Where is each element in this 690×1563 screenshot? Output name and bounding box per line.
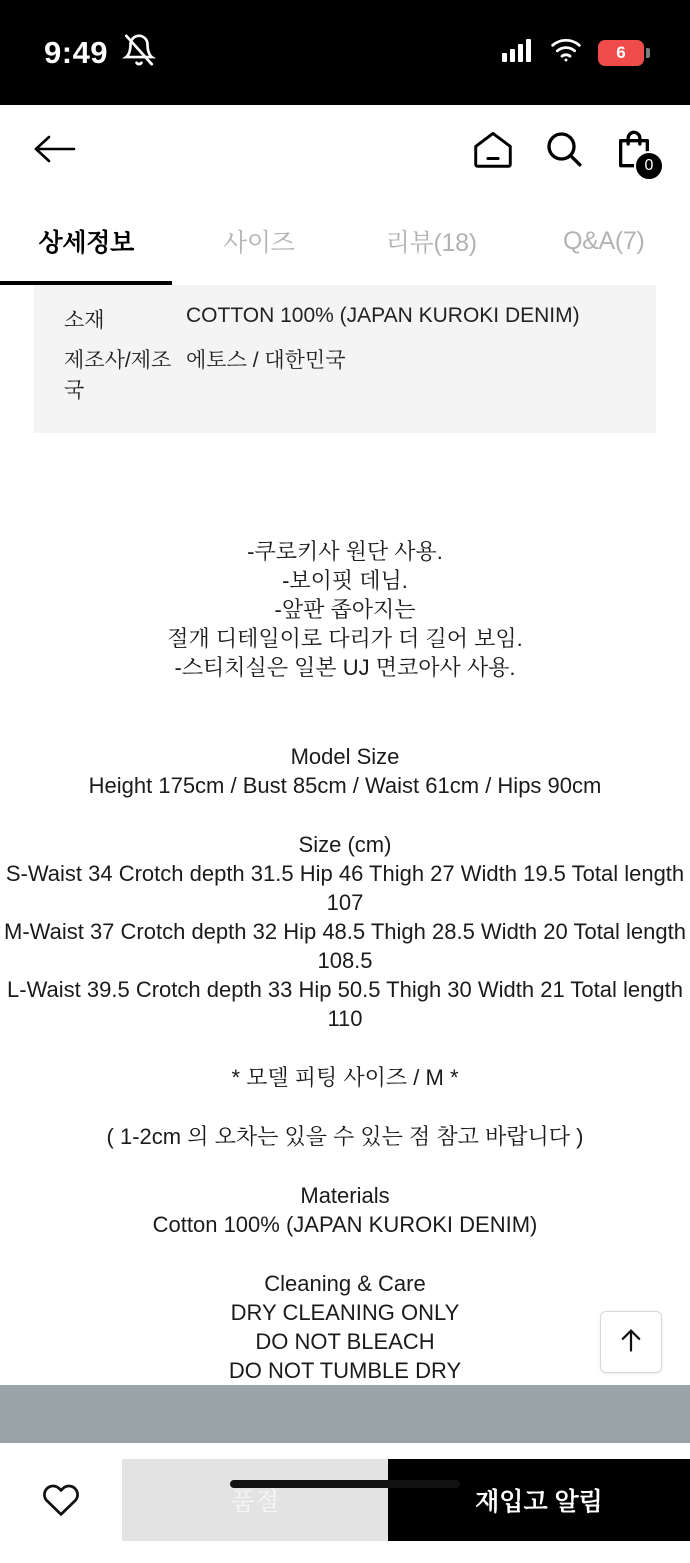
bell-muted-icon — [122, 33, 156, 72]
care-line: DO NOT BLEACH — [2, 1327, 688, 1356]
spec-value: 에토스 / 대한민국 — [186, 344, 346, 374]
tab-details[interactable]: 상세정보 — [0, 197, 173, 285]
detail-content[interactable] — [0, 285, 690, 1385]
feature-line: 절개 디테일이로 다리가 더 길어 보임. — [2, 624, 688, 653]
product-image-strip — [0, 1385, 690, 1443]
model-fitting-size: * 모델 피팅 사이즈 / M * — [2, 1063, 688, 1092]
status-bar-right — [502, 38, 650, 67]
home-icon[interactable] — [472, 130, 514, 173]
spec-key: 제조사/제조국 — [34, 344, 186, 404]
spacer — [0, 433, 690, 537]
spacer — [2, 1151, 688, 1181]
spec-key: 소재 — [34, 304, 186, 334]
feature-line: -스티치실은 일본 UJ 면코아사 사용. — [2, 653, 688, 682]
spacer — [2, 1239, 688, 1269]
model-size-value: Height 175cm / Bust 85cm / Waist 61cm / Hips 90cm — [2, 771, 688, 800]
feature-line: -앞판 좁아지는 — [2, 595, 688, 624]
status-bar-left — [44, 33, 156, 72]
search-icon[interactable] — [544, 129, 584, 174]
materials-value: Cotton 100% (JAPAN KUROKI DENIM) — [2, 1210, 688, 1239]
battery-level: 6 — [598, 40, 644, 66]
arrow-up-icon — [617, 1326, 645, 1359]
wifi-icon — [550, 38, 582, 67]
table-row — [34, 339, 656, 409]
tab-bar — [0, 197, 690, 285]
spacer — [2, 682, 688, 742]
soldout-button: 품절 — [122, 1459, 388, 1541]
tolerance-note: ( 1-2cm 의 오차는 있을 수 있는 점 참고 바랍니다 ) — [2, 1122, 688, 1151]
restock-alert-button[interactable]: 재입고 알림 — [388, 1459, 690, 1541]
cellular-signal-icon — [502, 38, 534, 67]
heart-icon — [40, 1479, 82, 1522]
size-line-m: M-Waist 37 Crotch depth 32 Hip 48.5 Thigh 28.5 Width 20 Total length 108.5 — [2, 917, 688, 975]
care-line: DO NOT TUMBLE DRY — [2, 1356, 688, 1385]
materials-title: Materials — [2, 1181, 688, 1210]
tab-qna[interactable]: Q&A(7) — [518, 197, 690, 285]
size-line-l: L-Waist 39.5 Crotch depth 33 Hip 50.5 Thigh 30 Width 21 Total length 110 — [2, 975, 688, 1033]
table-row — [34, 299, 656, 339]
care-line: DRY CLEANING ONLY — [2, 1298, 688, 1327]
spec-table — [34, 285, 656, 433]
spacer — [2, 1033, 688, 1063]
spacer — [2, 1092, 688, 1122]
tab-size[interactable]: 사이즈 — [173, 197, 346, 285]
back-button[interactable] — [32, 131, 78, 172]
scroll-to-top-button[interactable] — [600, 1311, 662, 1373]
model-size-title: Model Size — [2, 742, 688, 771]
product-description — [0, 537, 690, 1385]
cart-button[interactable] — [614, 129, 654, 174]
home-indicator — [230, 1480, 460, 1488]
wishlist-button[interactable] — [0, 1479, 122, 1522]
feature-line: -쿠로키사 원단 사용. — [2, 537, 688, 566]
spec-value: COTTON 100% (JAPAN KUROKI DENIM) — [186, 304, 580, 328]
size-title: Size (cm) — [2, 830, 688, 859]
status-bar — [0, 0, 690, 105]
battery-cap — [646, 48, 650, 58]
cart-count-badge: 0 — [634, 151, 664, 181]
spacer — [2, 800, 688, 830]
size-line-s: S-Waist 34 Crotch depth 31.5 Hip 46 Thigh 27 Width 19.5 Total length 107 — [2, 859, 688, 917]
tab-reviews[interactable]: 리뷰(18) — [345, 197, 518, 285]
feature-line: -보이핏 데님. — [2, 566, 688, 595]
bottom-action-bar — [0, 1443, 690, 1563]
status-time: 9:49 — [44, 35, 108, 71]
navigation-bar — [0, 105, 690, 197]
care-title: Cleaning & Care — [2, 1269, 688, 1298]
battery-indicator — [598, 40, 650, 66]
navigation-actions — [472, 129, 654, 174]
